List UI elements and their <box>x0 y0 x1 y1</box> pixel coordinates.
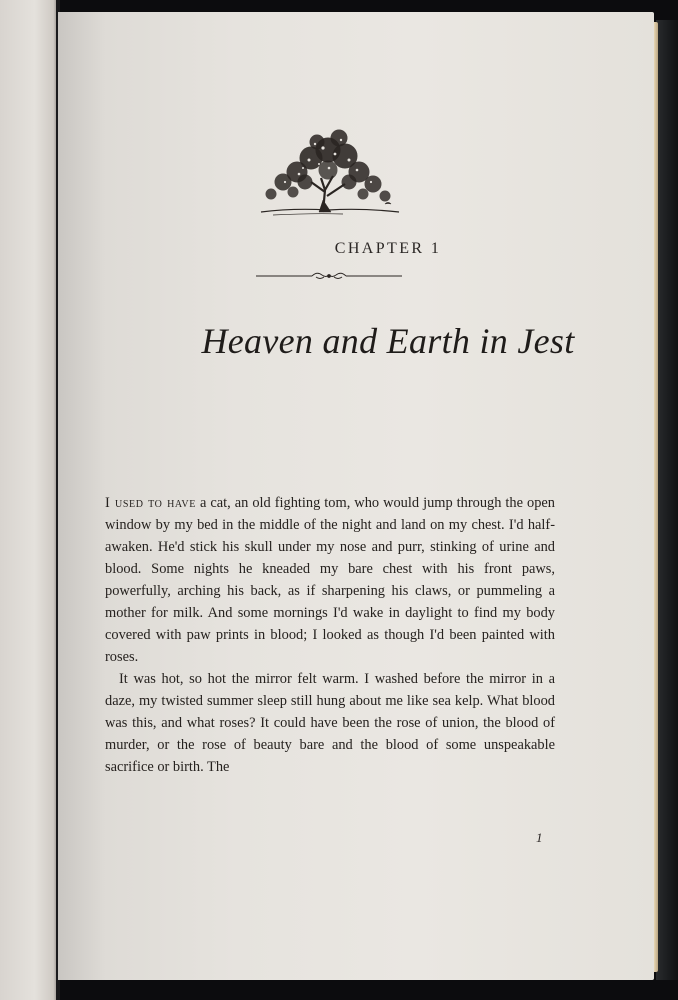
paragraph-2: It was hot, so hot the mirror felt warm. I washed before the mirror in a daze, my twisted summer sleep still hung about me like sea kelp. What blood was this, and what roses? It could have been the rose of union, the blood of murder, or the rose of beauty bare and the blood of some unspeakable sacrifice or birth. The <box>105 671 555 775</box>
paragraph-1-text: a cat, an old fighting tom, who would jump through the open window by my bed in the middle of the night and land on my chest. I'd half-awaken. He'd stick his skull under my nose and purr, stinking of urine and blood. Some nights he kneaded my bare chest with his front paws, powerfully, arching his back, as if sharpening his claws, or pummeling a mother for milk. And some mornings I'd wake in daylight to find my body covered with paw prints in blood; I looked as though I'd been painted with roses. <box>105 495 555 665</box>
page-number: 1 <box>536 830 543 845</box>
tree-illustration-icon <box>253 120 403 232</box>
left-page-edge <box>0 0 58 1000</box>
paragraph-1 <box>105 492 555 668</box>
chapter-title: Heaven and Earth in Jest <box>201 321 575 361</box>
book-back-cover <box>656 20 678 980</box>
chapter-body-text <box>105 492 555 778</box>
decorative-rule-icon <box>254 270 404 282</box>
opening-smallcaps: I used to have <box>105 495 196 511</box>
book-page <box>58 12 654 980</box>
chapter-label: CHAPTER 1 <box>334 240 442 257</box>
